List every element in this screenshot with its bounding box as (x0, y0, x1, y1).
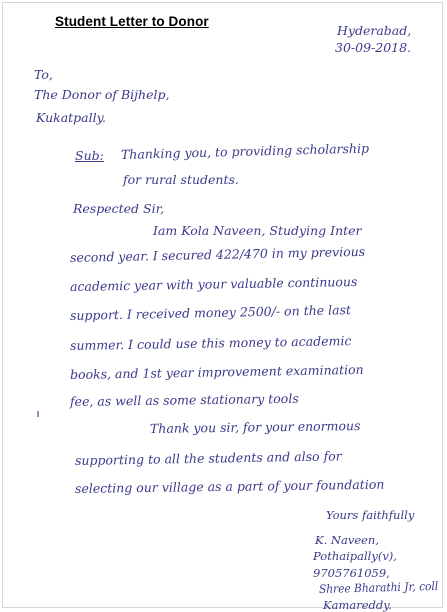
closing-phrase: Yours faithfully (326, 508, 415, 522)
signature-name: K. Naveen, (315, 533, 379, 547)
body-line: academic year with your valuable continuous (69, 273, 358, 294)
letter-date: 30-09-2018. (335, 40, 412, 55)
signature-town: Kamareddy. (323, 598, 392, 612)
to-label: To, (34, 67, 53, 82)
signature-college: Shree Bharathi Jr, coll (318, 578, 439, 596)
recipient-line-2: Kukatpally. (36, 110, 106, 125)
document-title: Student Letter to Donor (55, 14, 209, 29)
closing-paragraph-line: supporting to all the students and also for (74, 448, 342, 468)
subject-line-2: for rural students. (123, 172, 239, 187)
pen-mark (37, 411, 39, 417)
body-line: books, and 1st year improvement examination (69, 361, 364, 382)
closing-paragraph-line: selecting our village as a part of your foundation (74, 476, 385, 496)
signature-village: Pothaipally(v), (313, 549, 397, 563)
body-line: Iam Kola Naveen, Studying Inter (153, 223, 362, 238)
body-line: second year. I secured 422/470 in my previous (69, 243, 366, 265)
body-line: support. I received money 2500/- on the last (69, 302, 352, 323)
subject-label: Sub: (75, 148, 104, 163)
body-line: fee, as well as some stationary tools (69, 390, 299, 409)
recipient-line-1: The Donor of Bijhelp, (34, 87, 170, 102)
closing-paragraph-line: Thank you sir, for your enormous (149, 418, 361, 436)
signature-phone: 9705761059, (313, 566, 390, 580)
sender-place: Hyderabad, (337, 23, 412, 38)
subject-line-1: Thanking you, to providing scholarship (120, 140, 370, 162)
body-line: summer. I could use this money to academic (69, 333, 352, 353)
salutation: Respected Sir, (73, 201, 165, 216)
document-page (2, 2, 443, 612)
